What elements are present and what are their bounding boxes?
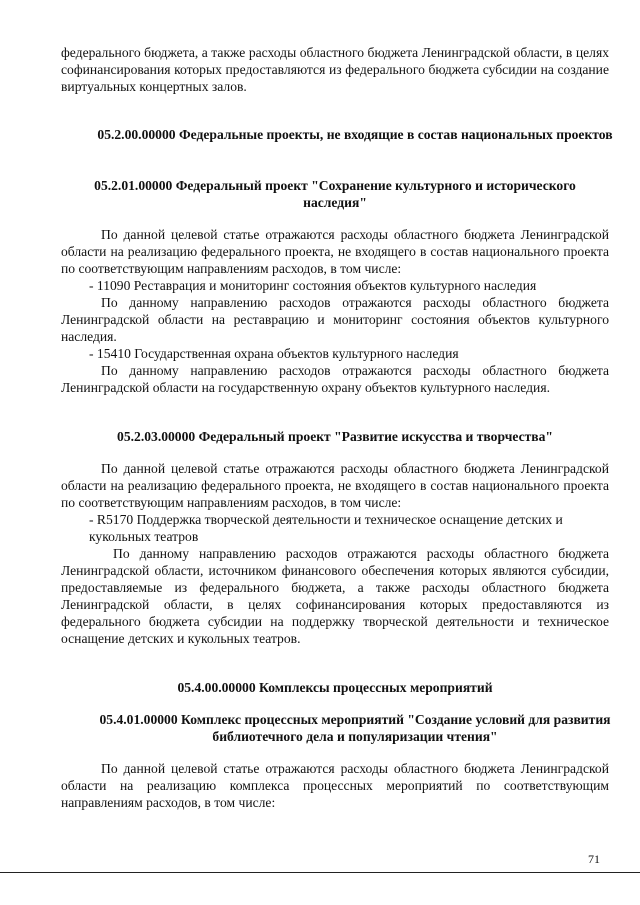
paragraph-library-intro: По данной целевой статье отражаются расходы областного бюджета Ленинградской области на реализацию комплекса процессных мероприятий по соответствующим направлениям расходов, в том числе: [61,761,609,810]
paragraph-arts-intro: По данной целевой статье отражаются расходы областного бюджета Ленинградской области на реализацию федерального проекта, не входящего в состав национального проекта по соответствующим направлениям расходов, в том числе: [61,461,609,510]
page-bottom-rule [0,872,640,873]
list-item-r5170: - R5170 Поддержка творческой деятельности и техническое оснащение детских и кукольных театров [89,512,563,544]
section-library [61,760,609,811]
paragraph-r5170: По данному направлению расходов отражаются расходы областного бюджета Ленинградской области, источником финансового обеспечения которых являются субсидии, предоставляемые из федерального бюджета, а также расходы областного бюджета Ленинградской области, в целях софинансирования которых предоставляются из федерального бюджета субсидии на поддержку творческой деятельности и техническое оснащение детских и кукольных театров. [61,546,609,646]
paragraph-11090: По данному направлению расходов отражаются расходы областного бюджета Ленинградской области на реставрацию и мониторинг состояния объектов культурного наследия. [61,295,609,344]
paragraph-text: федерального бюджета, а также расходы областного бюджета Ленинградской области, в целях софинансирования которых предоставляются из федерального бюджета субсидии на создание виртуальных концертных залов. [61,45,609,94]
section-arts [61,460,609,647]
heading-federal-projects: 05.2.00.00000 Федеральные проекты, не входящие в состав национальных проектов [97,127,613,142]
paragraph-top [61,44,609,95]
page-number: 71 [588,852,600,866]
heading-arts-project: 05.2.03.00000 Федеральный проект "Развитие искусства и творчества" [117,429,553,444]
list-item-15410: - 15410 Государственная охрана объектов культурного наследия [89,346,459,361]
paragraph-15410: По данному направлению расходов отражаются расходы областного бюджета Ленинградской области на государственную охрану объектов культурного наследия. [61,363,609,395]
heading-library-complex: 05.4.01.00000 Комплекс процессных мероприятий "Создание условий для развития библиотечного дела и популяризации чтения" [99,712,611,744]
paragraph-heritage-intro: По данной целевой статье отражаются расходы областного бюджета Ленинградской области на реализацию федерального проекта, не входящего в состав национального проекта по соответствующим направлениям расходов, в том числе: [61,227,609,276]
section-heritage [61,226,609,396]
list-item-11090: - 11090 Реставрация и мониторинг состояния объектов культурного наследия [89,278,537,293]
heading-process-complexes: 05.4.00.00000 Комплексы процессных мероприятий [177,680,493,695]
heading-heritage-project: 05.2.01.00000 Федеральный проект "Сохранение культурного и исторического наследия" [94,178,576,210]
